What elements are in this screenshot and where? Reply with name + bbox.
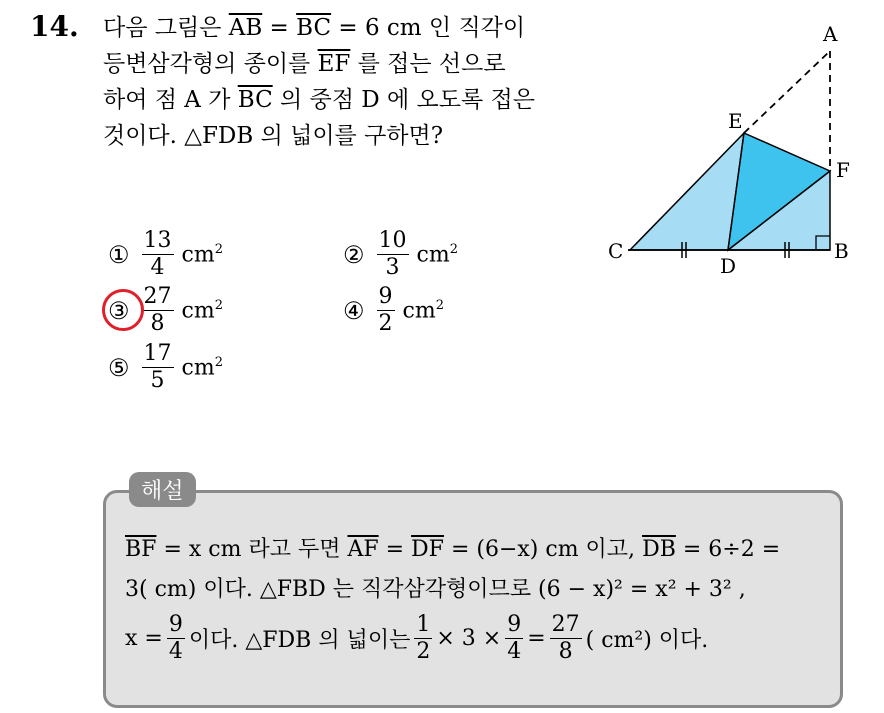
choice-3[interactable]: ③ $\frac{27}{8}$ $cm^2$ <box>108 284 223 336</box>
fraction: $\frac{9}{4}$ <box>168 612 183 664</box>
solution-line-2: 3( cm) 이다. △FBD 는 직각삼각형이므로 (6 − x)² = x² + 3² , <box>125 577 746 602</box>
choice-2[interactable]: ② $\frac{10}{3}$ $cm^2$ <box>343 228 458 280</box>
fraction: $\frac{27}{8}$ <box>143 284 172 336</box>
question-number: 14. <box>30 10 79 43</box>
fraction: $\frac{27}{8}$ <box>551 612 580 664</box>
choice-1[interactable]: ① $\frac{13}{4}$ $cm^2$ <box>108 228 223 280</box>
fraction: $\frac{9}{4}$ <box>507 612 522 664</box>
fraction: $\frac{1}{2}$ <box>416 612 431 664</box>
fraction: $\frac{17}{5}$ <box>143 341 172 393</box>
segment-bc-2: $\overline{BC}$ <box>237 87 273 113</box>
label-e: E <box>728 109 743 133</box>
question-text: 다음 그림은 $\overline{AB} = \overline{BC} = 6$ cm 인 직각이 등변삼각형의 종이를 $\overline{EF}$ 를 접는 선으로 하여 점 A 가 $\overline{BC}$ 의 중점 D 에 오도록 접은 것이다. △FDB 의 넓이를 구하면? <box>103 15 535 149</box>
label-c: C <box>608 239 624 263</box>
choice-5[interactable]: ⑤ $\frac{17}{5}$ $cm^2$ <box>108 341 223 393</box>
segment-bc: $\overline{BC}$ <box>296 15 332 41</box>
segment-ef: $\overline{EF}$ <box>317 51 351 77</box>
dashed-ea <box>744 51 830 133</box>
label-f: F <box>836 158 850 182</box>
label-d: D <box>720 254 737 278</box>
choice-4[interactable]: ④ $\frac{9}{2}$ $cm^2$ <box>343 284 444 336</box>
fraction: $\frac{9}{2}$ <box>378 284 393 336</box>
solution-line-3: x = $\frac{9}{4}$ 이다. △FDB 의 넓이는 $\frac{1}{2}$ × 3 × $\frac{9}{4}$ = $\frac{27}{8}$ ( cm²) 이다. <box>125 612 709 664</box>
answer-circle-mark <box>102 289 144 331</box>
solution-line-1: $\overline{BF} = x$ cm 라고 두면 $\overline{AF} = \overline{DF} = (6-x)$ cm 이고, $\overline{DB} = 6\div 2$ = <box>125 537 781 562</box>
segment-ab: $\overline{AB}$ <box>228 15 263 41</box>
fraction: $\frac{10}{3}$ <box>378 228 407 280</box>
fraction: $\frac{13}{4}$ <box>143 228 172 280</box>
geometry-figure <box>598 14 868 284</box>
triangle-ced <box>630 133 744 250</box>
solution-tag: 해설 <box>129 472 196 507</box>
label-b: B <box>834 239 849 263</box>
label-a: A <box>823 22 838 46</box>
